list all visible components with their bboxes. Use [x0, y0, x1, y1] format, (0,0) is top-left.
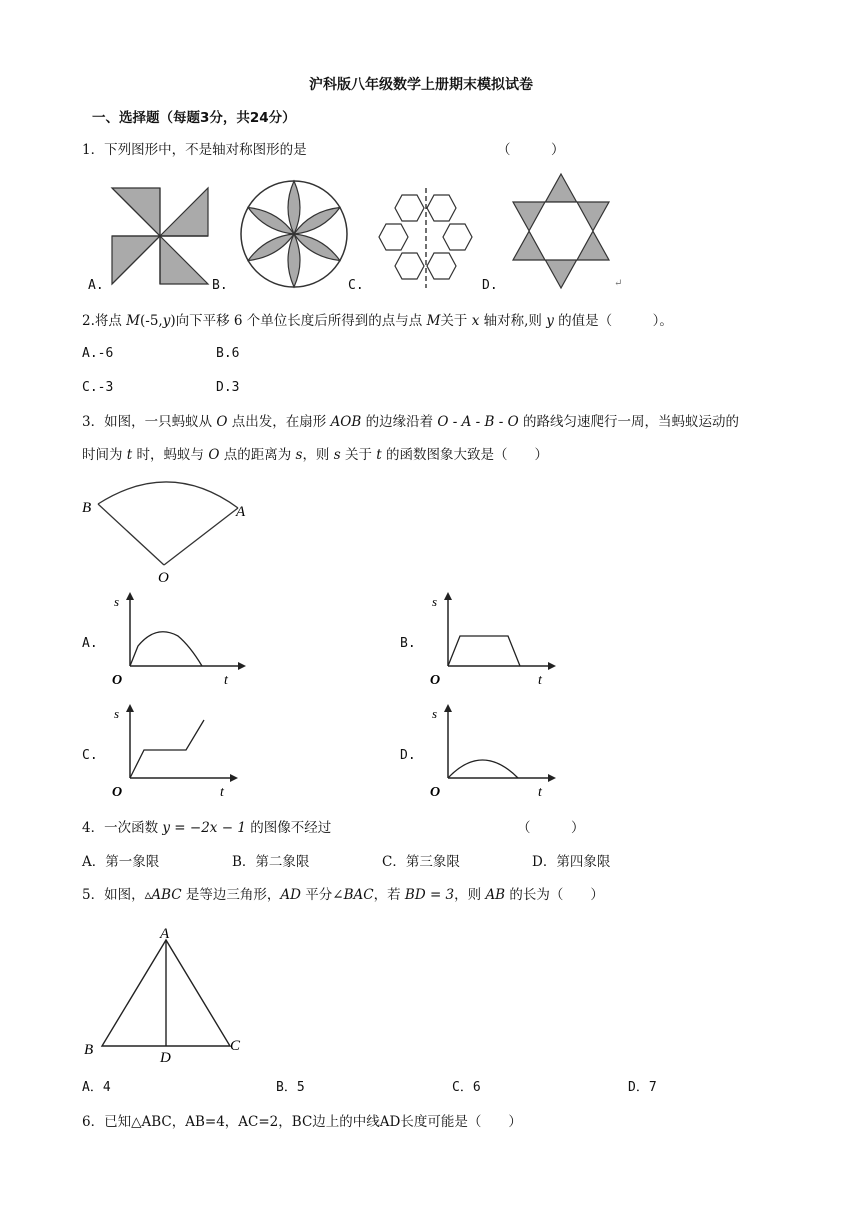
q1-option-label: C. — [348, 278, 364, 293]
q2-option-c: C.-3 — [82, 380, 114, 395]
q4-option-c: C．第三象限 — [382, 854, 460, 870]
vertex-label-b: B — [84, 1042, 94, 1058]
axis-s-label: s — [432, 594, 438, 609]
axis-origin-label: O — [430, 785, 441, 800]
q1-stem: 1．下列图形中，不是轴对称图形的是 — [82, 142, 307, 158]
q5-triangle-figure — [82, 922, 246, 1064]
q3-graph-b — [424, 590, 566, 692]
q5-option-d: D．7 — [628, 1080, 657, 1095]
q1-option-label: B. — [212, 278, 228, 293]
q3-graph-label: C. — [82, 748, 98, 763]
q4-option-a: A．第一象限 — [82, 854, 160, 870]
q2-stem: 2.将点 M(-5,y)向下平移 6 个单位长度后所得到的点与点 M关于 x 轴对称,则 y 的值是（ ）。 — [82, 313, 673, 329]
axis-s-label: s — [114, 594, 120, 609]
q2-option-d: D.3 — [216, 380, 240, 395]
sector-label-b: B — [82, 500, 92, 516]
q3-graph-label: D. — [400, 748, 416, 763]
q3-graph-c — [106, 702, 248, 804]
q1-option-label: D. — [482, 278, 498, 293]
q4-stem: 4．一次函数 y = −2x − 1 的图像不经过 — [82, 820, 332, 836]
vertex-label-a: A — [160, 926, 170, 942]
section-heading: 一、选择题（每题3分，共24分） — [92, 110, 296, 126]
q6-stem: 6．已知△ABC，AB=4，AC=2，BC边上的中线AD长度可能是（ ） — [82, 1114, 522, 1130]
q5-stem: 5．如图，▵ABC 是等边三角形，AD 平分∠BAC，若 BD = 3，则 AB 的长为（ ） — [82, 887, 604, 903]
q4-answer-paren: （ ） — [517, 820, 585, 836]
axis-s-label: s — [114, 706, 120, 721]
axis-origin-label: O — [112, 785, 123, 800]
q3-stem-line2: 时间为 t 时，蚂蚁与 O 点的距离为 s，则 s 关于 t 的函数图象大致是（ ） — [82, 447, 548, 463]
sector-label-o: O — [158, 570, 169, 586]
paragraph-mark: ↵ — [614, 278, 623, 289]
q4-option-b: B．第二象限 — [232, 854, 310, 870]
q5-option-b: B．5 — [276, 1080, 305, 1095]
q2-option-a: A.-6 — [82, 346, 114, 361]
q3-sector-figure — [80, 472, 260, 584]
q5-option-a: A．4 — [82, 1080, 111, 1095]
vertex-label-c: C — [230, 1038, 241, 1054]
q1-star-figure — [510, 172, 612, 290]
q1-flower-figure — [238, 178, 350, 290]
axis-t-label: t — [220, 785, 224, 800]
axis-t-label: t — [224, 673, 228, 688]
q1-answer-paren: （ ） — [497, 142, 565, 158]
axis-t-label: t — [538, 673, 542, 688]
q3-stem-line1: 3．如图，一只蚂蚁从 O 点出发，在扇形 AOB 的边缘沿着 O - A - B - O 的路线匀速爬行一周，当蚂蚁运动的 — [82, 414, 739, 430]
q3-graph-label: A. — [82, 636, 98, 651]
sector-label-a: A — [236, 504, 246, 520]
q3-graph-d — [424, 702, 566, 804]
page-title: 沪科版八年级数学上册期末模拟试卷 — [309, 77, 533, 93]
axis-origin-label: O — [112, 673, 123, 688]
axis-t-label: t — [538, 785, 542, 800]
q4-option-d: D．第四象限 — [532, 854, 611, 870]
axis-origin-label: O — [430, 673, 441, 688]
q3-graph-a — [106, 590, 248, 692]
q5-option-c: C．6 — [452, 1080, 481, 1095]
axis-s-label: s — [432, 706, 438, 721]
q1-option-label: A. — [88, 278, 104, 293]
q2-option-b: B.6 — [216, 346, 240, 361]
q1-pinwheel-figure — [110, 186, 210, 286]
q3-graph-label: B. — [400, 636, 416, 651]
point-label-d: D — [160, 1050, 171, 1066]
q1-hexagons-figure — [372, 188, 484, 292]
